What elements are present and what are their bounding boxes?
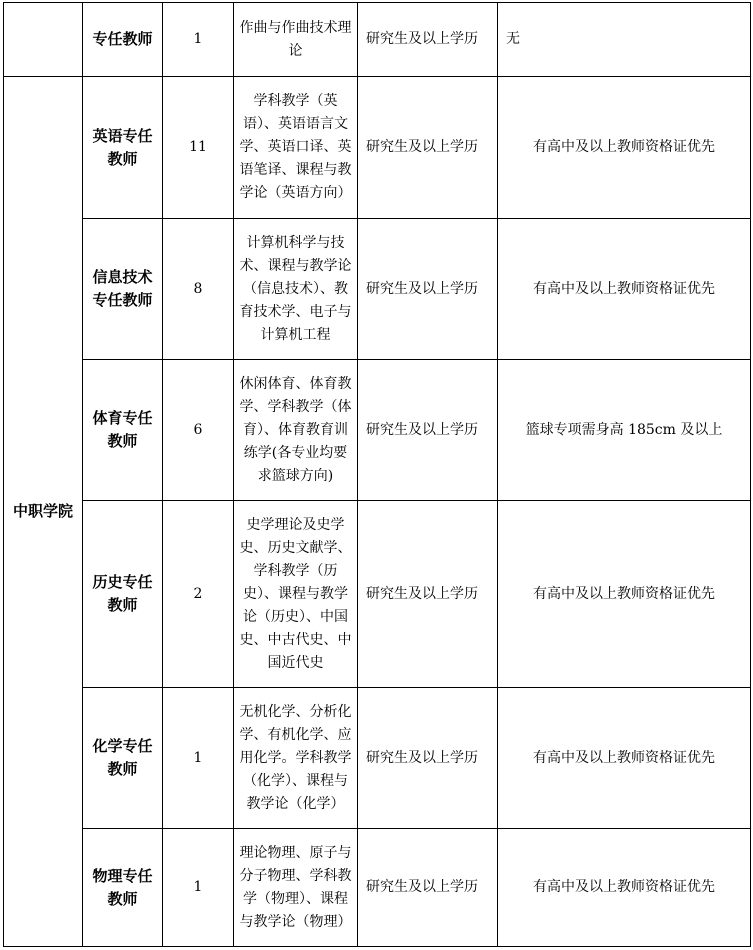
count-cell: 11 <box>163 77 234 219</box>
major-cell: 理论物理、原子与分子物理、学科教学（物理）、课程与教学论（物理） <box>234 829 358 947</box>
requirement-cell: 有高中及以上教师资格证优先 <box>498 688 751 829</box>
count-cell: 2 <box>163 501 234 688</box>
education-cell: 研究生及以上学历 <box>358 219 498 360</box>
recruitment-table <box>3 2 751 947</box>
education-cell: 研究生及以上学历 <box>358 3 498 77</box>
education-cell: 研究生及以上学历 <box>358 360 498 501</box>
count-cell: 1 <box>163 688 234 829</box>
education-cell: 研究生及以上学历 <box>358 688 498 829</box>
major-cell: 作曲与作曲技术理论 <box>234 3 358 77</box>
major-cell: 无机化学、分析化学、有机化学、应用化学。学科教学（化学）、课程与教学论（化学） <box>234 688 358 829</box>
college-cell-empty <box>4 3 83 77</box>
requirement-cell: 篮球专项需身高 185cm 及以上 <box>498 360 751 501</box>
requirement-cell: 无 <box>498 3 751 77</box>
position-cell: 英语专任教师 <box>83 77 163 219</box>
table-row <box>4 77 751 219</box>
college-cell: 中职学院 <box>4 77 83 947</box>
table-row <box>4 360 751 501</box>
table-row <box>4 829 751 947</box>
major-cell: 计算机科学与技术、课程与教学论（信息技术）、教育技术学、电子与计算机工程 <box>234 219 358 360</box>
count-cell: 6 <box>163 360 234 501</box>
table-row <box>4 688 751 829</box>
position-cell: 专任教师 <box>83 3 163 77</box>
education-cell: 研究生及以上学历 <box>358 829 498 947</box>
position-cell: 信息技术专任教师 <box>83 219 163 360</box>
education-cell: 研究生及以上学历 <box>358 77 498 219</box>
count-cell: 8 <box>163 219 234 360</box>
table-row <box>4 3 751 77</box>
requirement-cell: 有高中及以上教师资格证优先 <box>498 77 751 219</box>
position-cell: 物理专任教师 <box>83 829 163 947</box>
position-cell: 化学专任教师 <box>83 688 163 829</box>
requirement-cell: 有高中及以上教师资格证优先 <box>498 829 751 947</box>
requirement-cell: 有高中及以上教师资格证优先 <box>498 501 751 688</box>
position-cell: 历史专任教师 <box>83 501 163 688</box>
major-cell: 史学理论及史学史、历史文献学、学科教学（历史）、课程与教学论（历史）、中国史、中古代史、中国近代史 <box>234 501 358 688</box>
major-cell: 学科教学（英语）、英语语言文学、英语口译、英语笔译、课程与教学论（英语方向） <box>234 77 358 219</box>
count-cell: 1 <box>163 829 234 947</box>
position-cell: 体育专任教师 <box>83 360 163 501</box>
requirement-cell: 有高中及以上教师资格证优先 <box>498 219 751 360</box>
major-cell: 休闲体育、体育教学、学科教学（体育）、体育教育训练学(各专业均要求篮球方向) <box>234 360 358 501</box>
education-cell: 研究生及以上学历 <box>358 501 498 688</box>
table-row <box>4 219 751 360</box>
count-cell: 1 <box>163 3 234 77</box>
table-row <box>4 501 751 688</box>
